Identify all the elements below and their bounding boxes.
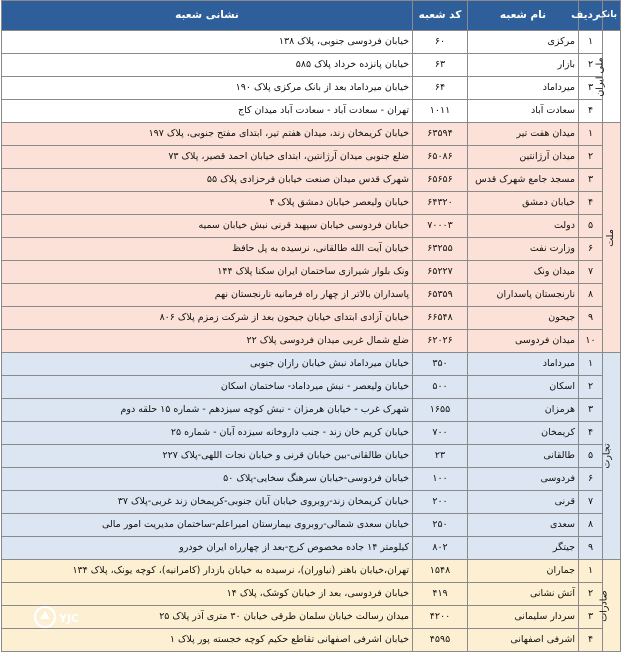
row-index: ۱	[579, 123, 603, 146]
branch-code: ۲۵۰	[413, 514, 468, 537]
row-index: ۱	[579, 560, 603, 583]
branch-code: ۷۰۰	[413, 422, 468, 445]
bank-name: تجارت	[601, 443, 613, 469]
branch-code: ۶۴	[413, 77, 468, 100]
table-body	[2, 31, 621, 652]
bank-name: صادرات	[598, 589, 610, 622]
branch-name: فردوسی	[468, 468, 579, 491]
row-index: ۹	[579, 307, 603, 330]
branch-address: خیابان فردوسی جنوبی، پلاک ۱۳۸	[2, 31, 413, 54]
branch-name: جیتگر	[468, 537, 579, 560]
branch-code: ۶۵۶۵۶	[413, 169, 468, 192]
branch-code: ۱۶۵۵	[413, 399, 468, 422]
table-row	[2, 330, 621, 353]
branch-code: ۱۵۴۸	[413, 560, 468, 583]
row-index: ۲	[579, 583, 603, 606]
branch-address: ونک بلوار شیرازی ساختمان ایران سکنا پلاک ۱۴۴	[2, 261, 413, 284]
table-row	[2, 537, 621, 560]
branch-name: سعادت آباد	[468, 100, 579, 123]
table-row	[2, 583, 621, 606]
branch-name: وزارت نفت	[468, 238, 579, 261]
bank-name-cell	[594, 31, 621, 123]
branch-name: میدان هفت تیر	[468, 123, 579, 146]
branch-name: میدان فردوسی	[468, 330, 579, 353]
table-row	[2, 238, 621, 261]
branch-address: خیابان کریمخان زند-روبروی خیابان آبان جنوبی-کریمخان زند غربی-پلاک ۳۷	[2, 491, 413, 514]
table-row	[2, 307, 621, 330]
branch-address: خیابان ولیعصر - نبش میرداماد- ساختمان اسکان	[2, 376, 413, 399]
branch-address: خیابان آزادی ابتدای خیابان جیحون بعد از شرکت زمزم پلاک ۸۰۶	[2, 307, 413, 330]
table-row	[2, 606, 621, 629]
table-row	[2, 146, 621, 169]
branch-name: جیحون	[468, 307, 579, 330]
branch-name: جماران	[468, 560, 579, 583]
header-branch-name: نام شعبه	[468, 1, 579, 31]
header-row	[2, 1, 621, 31]
table-row	[2, 629, 621, 652]
branch-address: خیابان فردوسی، بعد از خیابان کوشک، پلاک ۱۴	[2, 583, 413, 606]
table-row	[2, 376, 621, 399]
branch-name: میرداماد	[468, 353, 579, 376]
branch-code: ۸۰۲	[413, 537, 468, 560]
branch-code: ۶۴۳۲۰	[413, 192, 468, 215]
row-index: ۵	[579, 445, 603, 468]
branch-address: خیابان کریم خان زند - جنب داروخانه سیزده آبان - شماره ۲۵	[2, 422, 413, 445]
branch-name: طالقانی	[468, 445, 579, 468]
row-index: ۱	[579, 31, 603, 54]
branch-address: خیابان فردوسی-خیابان سرهنگ سخایی-پلاک ۵۰	[2, 468, 413, 491]
branch-address: خیابان پانزده خرداد پلاک ۵۸۵	[2, 54, 413, 77]
branch-code: ۶۲۰۲۶	[413, 330, 468, 353]
bank-name-cell	[603, 353, 621, 560]
branch-code: ۳۵۰	[413, 353, 468, 376]
branch-name: سردار سلیمانی	[468, 606, 579, 629]
branch-name: قرنی	[468, 491, 579, 514]
branch-code: ۶۳۲۵۵	[413, 238, 468, 261]
table-row	[2, 445, 621, 468]
branch-name: دولت	[468, 215, 579, 238]
table-row	[2, 514, 621, 537]
branch-code: ۴۵۹۵	[413, 629, 468, 652]
branch-address: خیابان اشرفی اصفهانی تقاطع حکیم کوچه خجسته پور پلاک ۱	[2, 629, 413, 652]
branch-address: کیلومتر ۱۴ جاده مخصوص کرج-بعد از چهارراه ایران خودرو	[2, 537, 413, 560]
table-row	[2, 261, 621, 284]
branch-code: ۷۰۰۰۳	[413, 215, 468, 238]
table-row	[2, 54, 621, 77]
branch-name: اشرفی اصفهانی	[468, 629, 579, 652]
row-index: ۴	[579, 629, 603, 652]
table-row	[2, 422, 621, 445]
row-index: ۲	[579, 376, 603, 399]
table-row	[2, 560, 621, 583]
branch-address: شهرک قدس میدان صنعت خیابان فرحزادی پلاک ۵۵	[2, 169, 413, 192]
branch-code: ۲۰۰	[413, 491, 468, 514]
branch-address: خیابان میرداماد بعد از بانک مرکزی پلاک ۱۹۰	[2, 77, 413, 100]
branch-name: میدان ونک	[468, 261, 579, 284]
branch-address: خیابان آیت الله طالقانی، نرسیده به پل حافظ	[2, 238, 413, 261]
header-index: ردیف	[579, 1, 603, 31]
table-row	[2, 77, 621, 100]
branch-name: آتش نشانی	[468, 583, 579, 606]
branch-address: ضلع شمال غربی میدان فردوسی پلاک ۲۲	[2, 330, 413, 353]
branch-code: ۶۰	[413, 31, 468, 54]
table-row	[2, 123, 621, 146]
row-index: ۳	[579, 169, 603, 192]
row-index: ۵	[579, 215, 603, 238]
branches-table	[1, 0, 621, 652]
branch-code: ۶۳	[413, 54, 468, 77]
row-index: ۳	[579, 77, 603, 100]
branch-address: تهران - سعادت آباد - سعادت آباد میدان کاج	[2, 100, 413, 123]
branch-address: خیابان ولیعصر خیابان دمشق پلاک ۴	[2, 192, 413, 215]
branch-address: خیابان سعدی شمالی-روبروی بیمارستان امیراعلم-ساختمان مدیریت امور مالی	[2, 514, 413, 537]
branch-address: خیابان طالقانی-بین خیابان قرنی و خیابان نجات اللهی-پلاک ۲۲۷	[2, 445, 413, 468]
table-row	[2, 399, 621, 422]
row-index: ۷	[579, 491, 603, 514]
branch-name: سعدی	[468, 514, 579, 537]
branch-name: خیابان دمشق	[468, 192, 579, 215]
branch-name: بازار	[468, 54, 579, 77]
row-index: ۶	[579, 468, 603, 491]
branch-name: اسکان	[468, 376, 579, 399]
branch-name: مسجد جامع شهرک قدس	[468, 169, 579, 192]
row-index: ۱	[579, 353, 603, 376]
header-branch-address: نشانی شعبه	[2, 1, 413, 31]
branch-address: خیابان کریمخان زند، میدان هفتم تیر، ابتدای مفتح جنوبی، پلاک ۱۹۷	[2, 123, 413, 146]
branch-code: ۱۰۰	[413, 468, 468, 491]
row-index: ۴	[579, 100, 603, 123]
branch-name: کریمخان	[468, 422, 579, 445]
branch-name: میرداماد	[468, 77, 579, 100]
row-index: ۲	[579, 146, 603, 169]
branch-code: ۶۵۲۲۷	[413, 261, 468, 284]
branch-code: ۴۲۰۰	[413, 606, 468, 629]
header-branch-code: کد شعبه	[413, 1, 468, 31]
branch-code: ۲۳	[413, 445, 468, 468]
branch-address: شهرک غرب - خیابان هرمزان - نبش کوچه سیزدهم - شماره ۱۵ حلقه دوم	[2, 399, 413, 422]
branch-address: تهران،خیابان باهنر (نیاوران)، نرسیده به خیابان بازدار (کامرانیه)، کوچه یونک، پلاک ۱۳۴	[2, 560, 413, 583]
row-index: ۴	[579, 422, 603, 445]
row-index: ۴	[579, 192, 603, 215]
table-row	[2, 169, 621, 192]
branch-code: ۶۳۵۹۴	[413, 123, 468, 146]
row-index: ۳	[579, 606, 603, 629]
table-row	[2, 353, 621, 376]
branch-code: ۵۰۰	[413, 376, 468, 399]
branch-code: ۶۵۳۵۹	[413, 284, 468, 307]
row-index: ۳	[579, 399, 603, 422]
bank-name: ملت	[605, 228, 617, 247]
branch-name: هرمزان	[468, 399, 579, 422]
table-row	[2, 31, 621, 54]
branch-name: میدان آرژانتین	[468, 146, 579, 169]
branch-code: ۶۶۵۴۸	[413, 307, 468, 330]
table-row	[2, 100, 621, 123]
table-row	[2, 192, 621, 215]
table-row	[2, 468, 621, 491]
header-bank: بانک	[603, 1, 621, 31]
branch-address: پاسداران بالاتر از چهار راه فرمانیه نارنجستان نهم	[2, 284, 413, 307]
bank-name-cell	[598, 560, 621, 652]
table-row	[2, 284, 621, 307]
branch-code: ۱۰۱۱	[413, 100, 468, 123]
row-index: ۸	[579, 514, 603, 537]
bank-name: ملی ایران	[594, 56, 606, 97]
table-row	[2, 215, 621, 238]
row-index: ۱۰	[579, 330, 603, 353]
branch-address: ضلع جنوبی میدان آرژانتین، ابتدای خیابان احمد قصیر، پلاک ۷۳	[2, 146, 413, 169]
branch-name: نارنجستان پاسداران	[468, 284, 579, 307]
yjc-logo-icon	[34, 600, 86, 634]
branch-name: مرکزی	[468, 31, 579, 54]
branch-address: میدان رسالت خیابان سلمان طرقی خیابان ۳۰ متری آذر پلاک ۲۵	[2, 606, 413, 629]
branch-address: خیابان فردوسی خیابان سپهبد قرنی نبش خیابان سمیه	[2, 215, 413, 238]
bank-name-cell	[603, 123, 621, 353]
row-index: ۸	[579, 284, 603, 307]
branch-address: خیابان میرداماد نبش خیابان رازان جنوبی	[2, 353, 413, 376]
table-row	[2, 491, 621, 514]
row-index: ۶	[579, 238, 603, 261]
row-index: ۹	[579, 537, 603, 560]
watermark-text: YJC	[59, 612, 80, 625]
branch-code: ۶۵۰۸۶	[413, 146, 468, 169]
branch-code: ۴۱۹	[413, 583, 468, 606]
row-index: ۷	[579, 261, 603, 284]
row-index: ۲	[579, 54, 603, 77]
